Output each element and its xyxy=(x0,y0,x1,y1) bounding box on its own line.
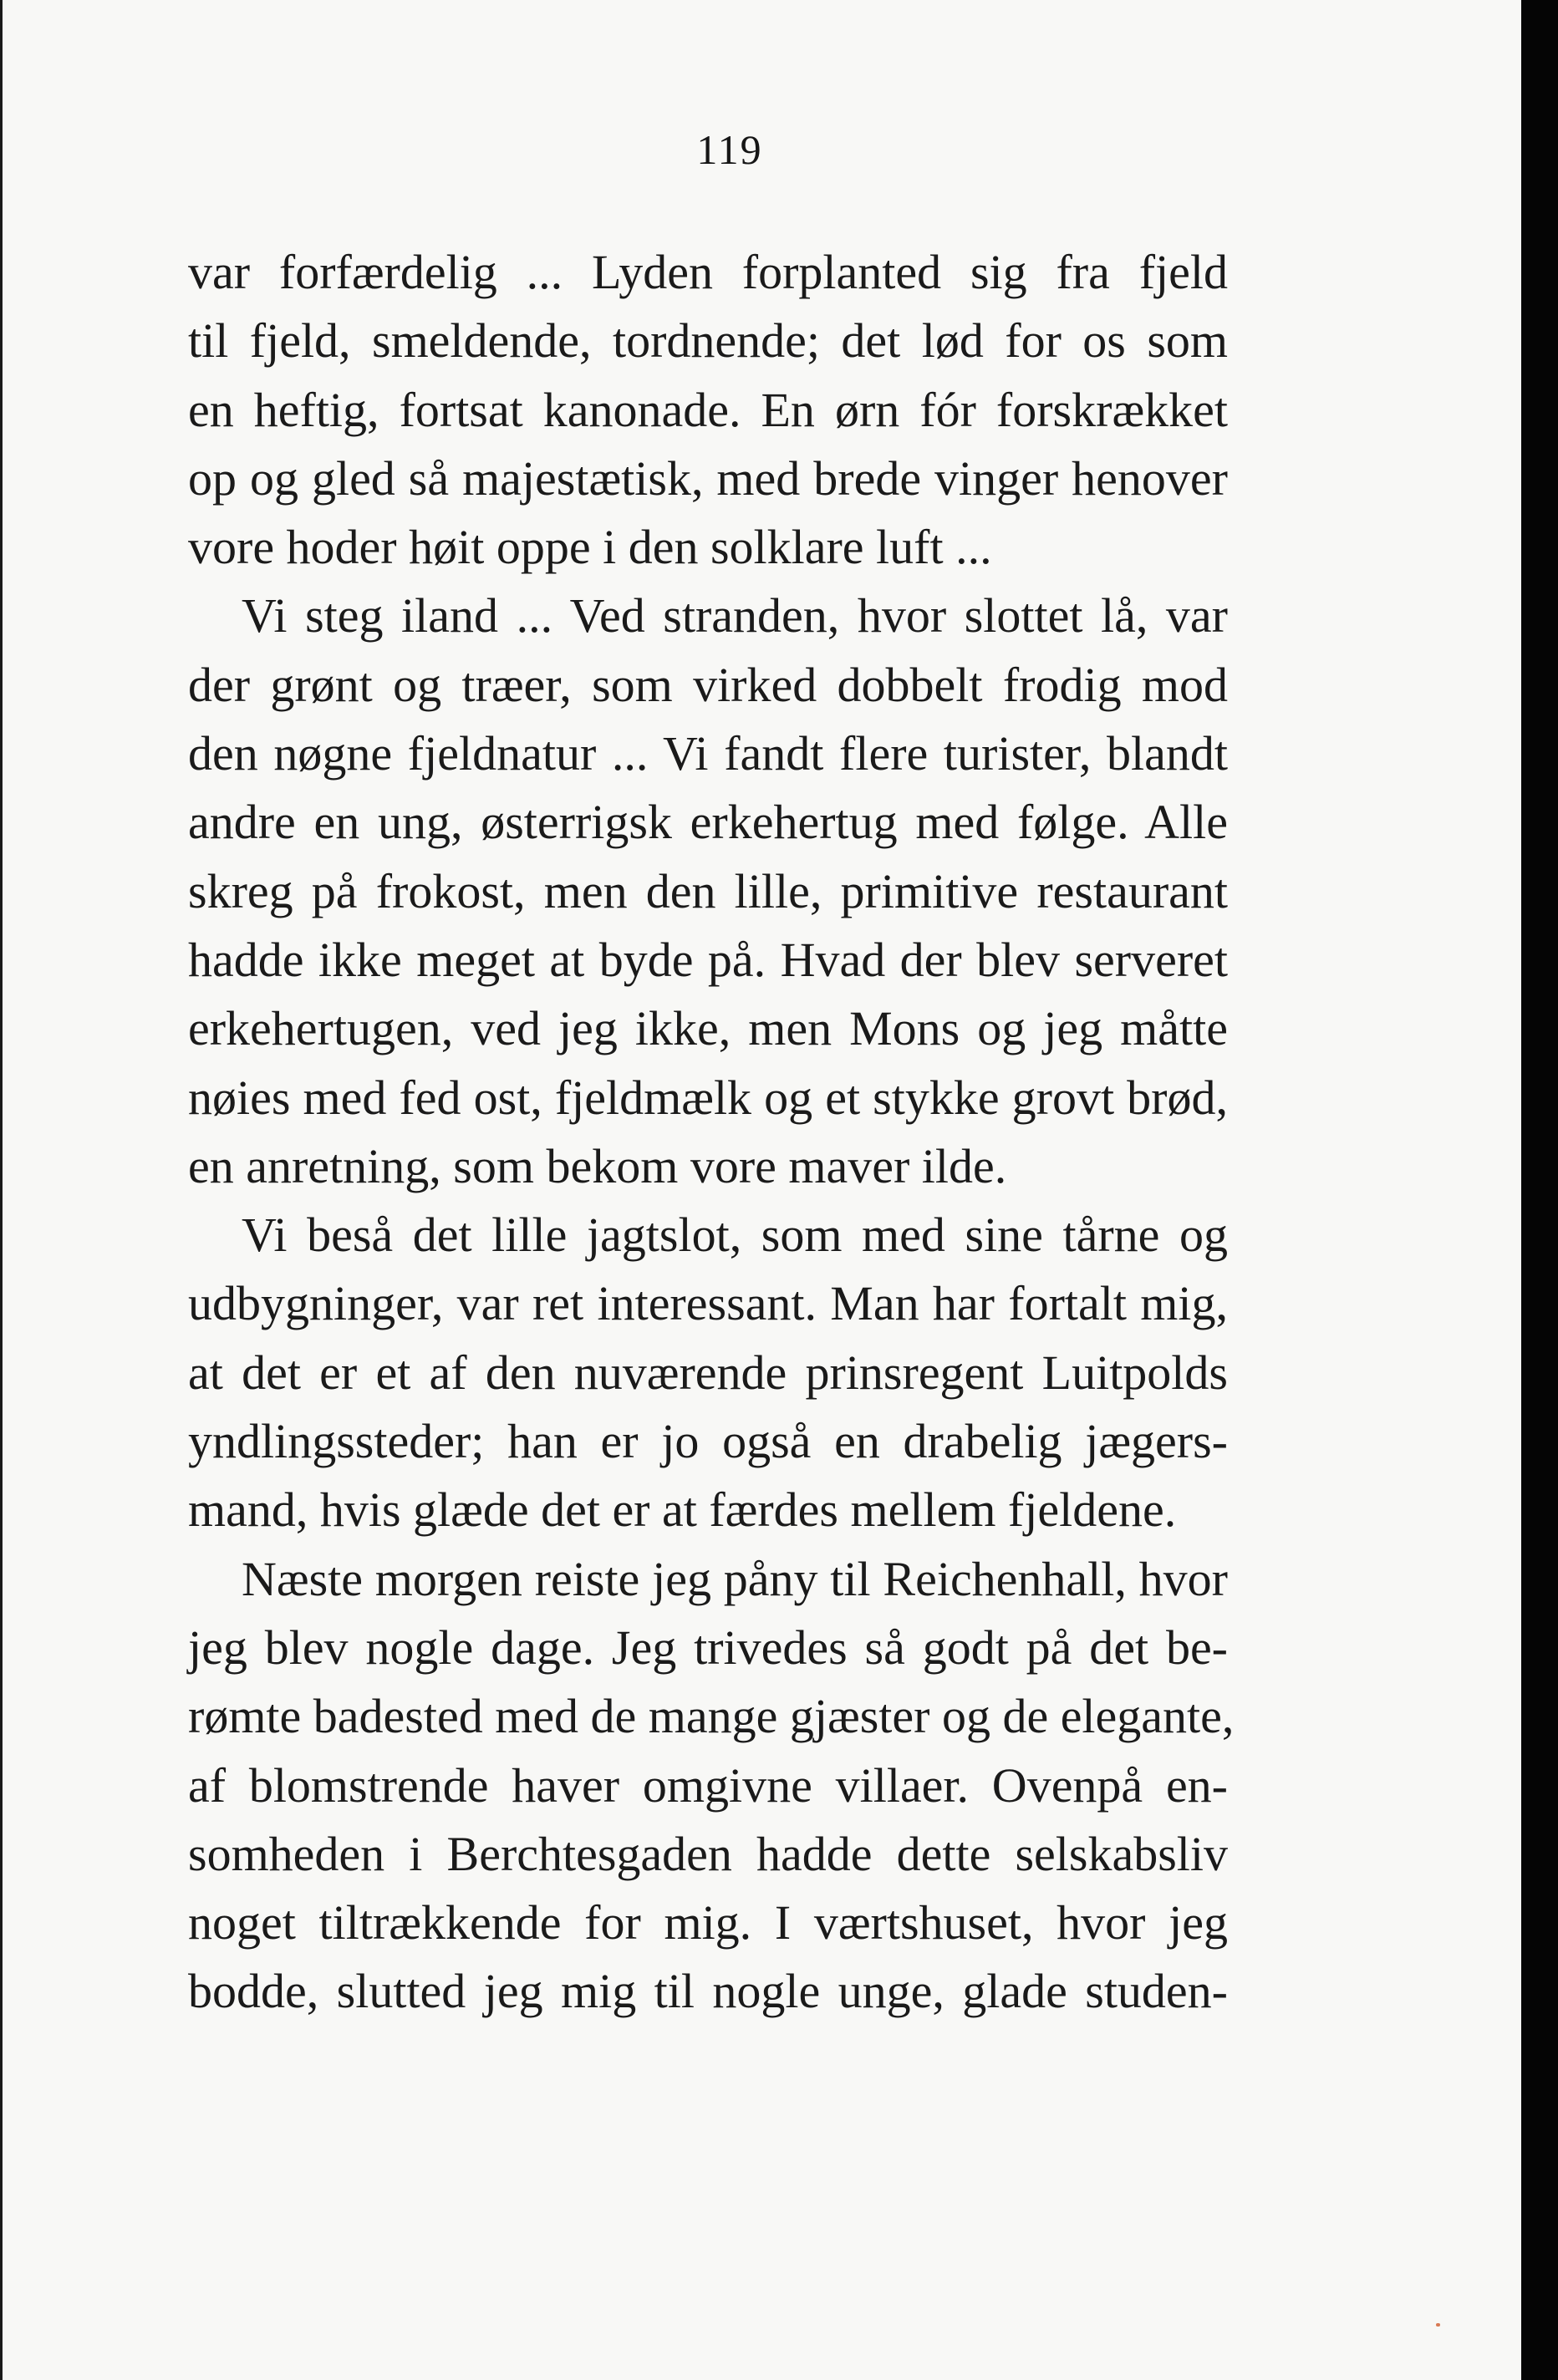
text-line: Vi beså det lille jagtslot, som med sine tårne og xyxy=(242,1208,1228,1263)
text-line: mand, hvis glæde det er at færdes mellem fjeldene. xyxy=(188,1482,1177,1538)
text-line: til fjeld, smeldende, tordnende; det lød for os som xyxy=(188,313,1228,369)
text-line: nøies med fed ost, fjeldmælk og et stykke grovt brød, xyxy=(188,1070,1228,1125)
text-line: skreg på frokost, men den lille, primitive restaurant xyxy=(188,863,1228,918)
text-line: yndlingssteder; han er jo også en drabelig jægers- xyxy=(188,1414,1228,1469)
text-line: rømte badested med de mange gjæster og de elegante, xyxy=(188,1689,1235,1744)
body-text xyxy=(188,238,1235,2027)
scan-speck xyxy=(1436,2323,1440,2327)
text-line: at det er et af den nuværende prinsregent Luitpolds xyxy=(188,1345,1228,1400)
text-line: en anretning, som bekom vore maver ilde. xyxy=(188,1138,1007,1193)
text-line: Vi steg iland ... Ved stranden, hvor slottet lå, var xyxy=(242,588,1228,643)
text-line: noget tiltrækkende for mig. I værtshuset, hvor jeg xyxy=(188,1895,1228,1950)
scan-edge xyxy=(1521,0,1558,2380)
text-line: udbygninger, var ret interessant. Man har fortalt mig, xyxy=(188,1276,1228,1331)
text-line: somheden i Berchtesgaden hadde dette selskabsliv xyxy=(188,1826,1228,1881)
text-line: var forfærdelig ... Lyden forplanted sig fra fjeld xyxy=(188,245,1228,299)
text-line: bodde, slutted jeg mig til nogle unge, glade studen- xyxy=(188,1964,1228,2019)
text-line: op og gled så majestætisk, med brede vinger henover xyxy=(188,450,1228,506)
text-line: en heftig, fortsat kanonade. En ørn fór forskrækket xyxy=(188,382,1228,437)
text-line: erkehertugen, ved jeg ikke, men Mons og jeg måtte xyxy=(188,1001,1228,1056)
text-line: andre en ung, østerrigsk erkehertug med følge. Alle xyxy=(188,795,1228,850)
text-line: hadde ikke meget at byde på. Hvad der blev serveret xyxy=(188,932,1228,987)
text-line: jeg blev nogle dage. Jeg trivedes så godt på det be- xyxy=(188,1620,1228,1675)
text-line: den nøgne fjeldnatur ... Vi fandt flere turister, blandt xyxy=(188,726,1228,781)
text-line: vore hoder høit oppe i den solklare luft ... xyxy=(188,520,992,575)
text-line: Næste morgen reiste jeg pånу til Reichenhall, hvor xyxy=(242,1551,1228,1606)
text-line: der grønt og træer, som virked dobbelt frodig mod xyxy=(188,657,1228,712)
text-line: af blomstrende haver omgivne villaer. Ovenpå en- xyxy=(188,1757,1228,1813)
page-number: 119 xyxy=(696,126,763,173)
